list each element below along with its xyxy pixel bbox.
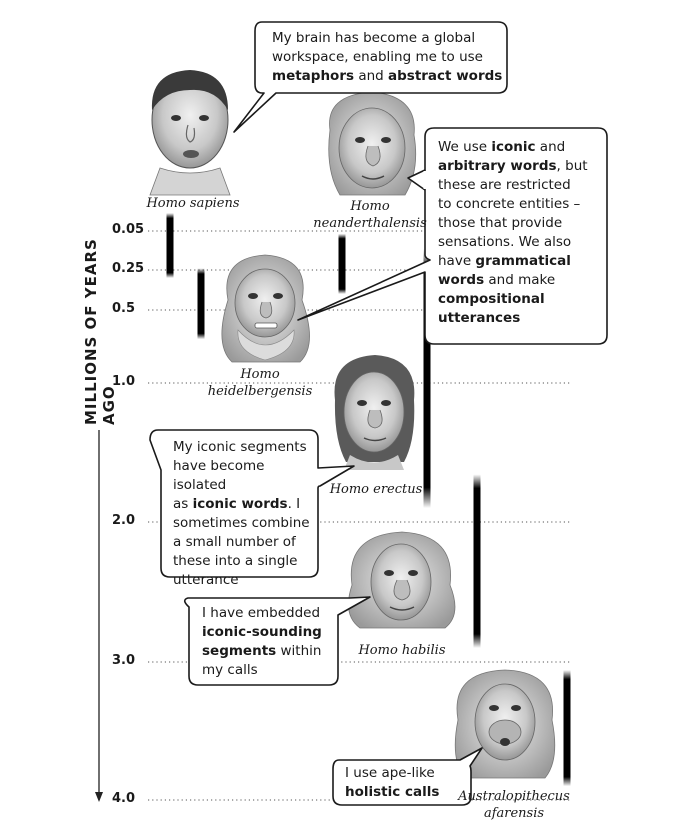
bubble-text-habilis: I have embedded iconic-sounding segments within my calls <box>202 605 322 678</box>
bubble-text-afarensis: I use ape-like holistic calls <box>345 765 440 800</box>
tick-label: 0.5 <box>112 301 136 316</box>
bubble-text-neanderthal: We use iconic and arbitrary words, but these are restricted to concrete entities – those that provide sensations. We also have grammatical words and make compositional utterances <box>438 139 588 326</box>
axis-title: MILLIONS OF YEARS AGO <box>82 238 118 425</box>
label-homo-sapiens: Homo sapiens <box>146 196 240 211</box>
tick-label: 1.0 <box>112 374 136 389</box>
timespan-bar-afarensis <box>564 670 571 786</box>
tick-label: 0.05 <box>112 222 145 237</box>
label-homo-erectus: Homo erectus <box>329 482 423 497</box>
label-homo-heidelbergensis: Homo heidelbergensis <box>207 367 313 399</box>
homo-heidelbergensis-portrait <box>222 255 310 362</box>
timespan-bar-neanderthalensis <box>339 234 346 294</box>
timespan-bar-habilis <box>474 474 481 648</box>
label-australopithecus-afarensis: Australopithecus afarensis <box>458 789 570 821</box>
homo-neanderthalensis-portrait <box>329 92 416 195</box>
label-homo-habilis: Homo habilis <box>358 643 446 658</box>
homo-habilis-portrait <box>348 532 455 628</box>
homo-erectus-portrait <box>335 355 415 470</box>
homo-sapiens-portrait <box>150 70 230 195</box>
tick-label: 3.0 <box>112 653 136 668</box>
axis-arrow <box>95 430 103 802</box>
tick-label: 0.25 <box>112 261 145 276</box>
bubble-text-sapiens: My brain has become a global workspace, enabling me to use metaphors and abstract words <box>272 30 503 84</box>
timespan-bar-heidelbergensis <box>198 268 205 339</box>
bubble-text-erectus: My iconic segments have become isolated as iconic words. I sometimes combine a small number of these into a single utterance <box>173 439 310 588</box>
tick-label: 4.0 <box>112 791 136 806</box>
tick-label: 2.0 <box>112 513 136 528</box>
timespan-bar-sapiens <box>167 213 174 278</box>
label-homo-neanderthalensis: Homo neanderthalensis <box>313 199 427 231</box>
